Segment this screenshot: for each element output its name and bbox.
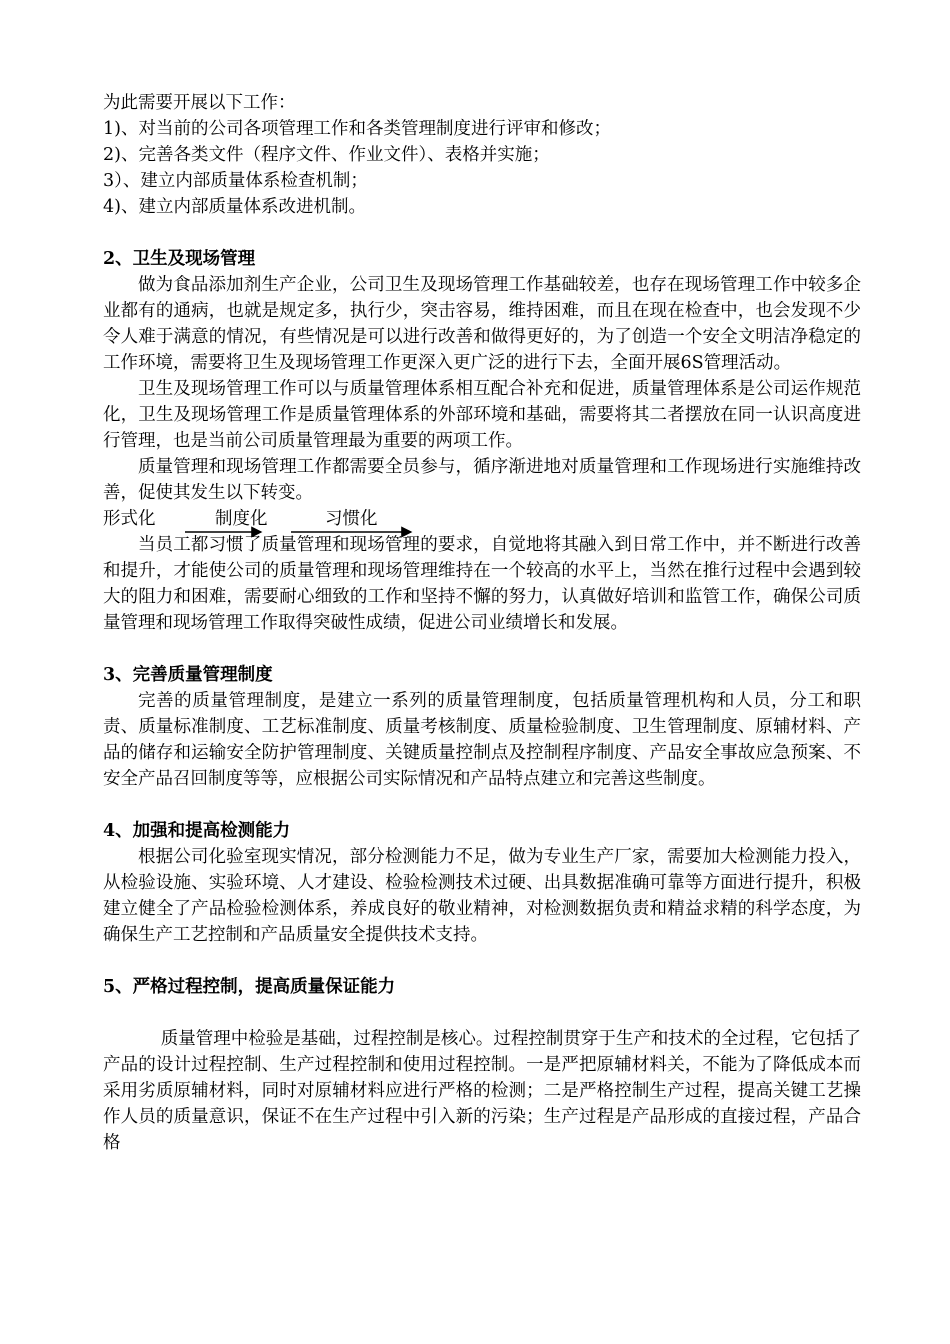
intro-line: 为此需要开展以下工作： bbox=[103, 93, 296, 113]
transformation-flow bbox=[103, 506, 861, 532]
section-4-paragraph-1: 根据公司化验室现实情况，部分检测能力不足，做为专业生产厂家，需要加大检测能力投入，从检验设施、实验环境、人才建设、检验检测技术过硬、出具数据准确可靠等方面进行提升，积极建立健全了产品检验检测体系，养成良好的敬业精神，对检测数据负责和精益求精的科学态度，为确保生产工艺控制和产品质量安全提供技术支持。 bbox=[103, 847, 861, 945]
flow-step-2: 制度化 bbox=[215, 509, 268, 529]
flow-step-3: 习惯化 bbox=[325, 509, 378, 529]
section-2-heading: 2、卫生及现场管理 bbox=[103, 249, 256, 269]
document-body bbox=[103, 90, 861, 1156]
task-item-2: 2)、完善各类文件（程序文件、作业文件）、表格并实施； bbox=[103, 145, 550, 165]
task-item-4: 4)、建立内部质量体系改进机制。 bbox=[103, 197, 366, 217]
flow-step-1: 形式化 bbox=[103, 509, 156, 529]
section-2-paragraph-4: 当员工都习惯了质量管理和现场管理的要求，自觉地将其融入到日常工作中，并不断进行改善和提升，才能使公司的质量管理和现场管理维持在一个较高的水平上，当然在推行过程中会遇到较大的阻力和困难，需要耐心细致的工作和坚持不懈的努力，认真做好培训和监管工作，确保公司质量管理和现场管理工作取得突破性成绩，促进公司业绩增长和发展。 bbox=[103, 535, 861, 633]
section-3-paragraph-1: 完善的质量管理制度，是建立一系列的质量管理制度，包括质量管理机构和人员，分工和职责、质量标准制度、工艺标准制度、质量考核制度、质量检验制度、卫生管理制度、原辅材料、产品的储存和运输安全防护管理制度、关键质量控制点及控制程序制度、产品安全事故应急预案、不安全产品召回制度等等，应根据公司实际情况和产品特点建立和完善这些制度。 bbox=[103, 691, 861, 789]
task-item-3: 3）、建立内部质量体系检查机制； bbox=[103, 171, 368, 191]
section-3-heading: 3、完善质量管理制度 bbox=[103, 665, 273, 685]
spacer bbox=[103, 792, 861, 818]
section-5-paragraph-1: 质量管理中检验是基础，过程控制是核心。过程控制贯穿于生产和技术的全过程，它包括了产品的设计过程控制、生产过程控制和使用过程控制。一是严把原辅材料关，不能为了降低成本而采用劣质原辅材料，同时对原辅材料应进行严格的检测；二是严格控制生产过程，提高关键工艺操作人员的质量意识，保证不在生产过程中引入新的污染；生产过程是产品形成的直接过程，产品合格 bbox=[103, 1029, 861, 1153]
spacer bbox=[103, 636, 861, 662]
section-5-heading: 5、严格过程控制，提高质量保证能力 bbox=[103, 977, 396, 997]
flow-arrows bbox=[103, 506, 423, 540]
section-4-heading: 4、加强和提高检测能力 bbox=[103, 821, 291, 841]
spacer bbox=[103, 220, 861, 246]
task-item-1: 1)、对当前的公司各项管理工作和各类管理制度进行评审和修改； bbox=[103, 119, 611, 139]
section-2-paragraph-1: 做为食品添加剂生产企业，公司卫生及现场管理工作基础较差，也存在现场管理工作中较多企业都有的通病，也就是规定多，执行少，突击容易，维持困难，而且在现在检查中，也会发现不少令人难于满意的情况，有些情况是可以进行改善和做得更好的，为了创造一个安全文明洁净稳定的工作环境，需要将卫生及现场管理工作更深入更广泛的进行下去，全面开展6S管理活动。 bbox=[103, 275, 861, 373]
spacer bbox=[103, 1000, 861, 1026]
spacer bbox=[103, 948, 861, 974]
section-2-paragraph-2: 卫生及现场管理工作可以与质量管理体系相互配合补充和促进，质量管理体系是公司运作规范化，卫生及现场管理工作是质量管理体系的外部环境和基础，需要将其二者摆放在同一认识高度进行管理，也是当前公司质量管理最为重要的两项工作。 bbox=[103, 379, 861, 451]
section-2-paragraph-3: 质量管理和现场管理工作都需要全员参与，循序渐进地对质量管理和工作现场进行实施维持改善，促使其发生以下转变。 bbox=[103, 457, 861, 503]
